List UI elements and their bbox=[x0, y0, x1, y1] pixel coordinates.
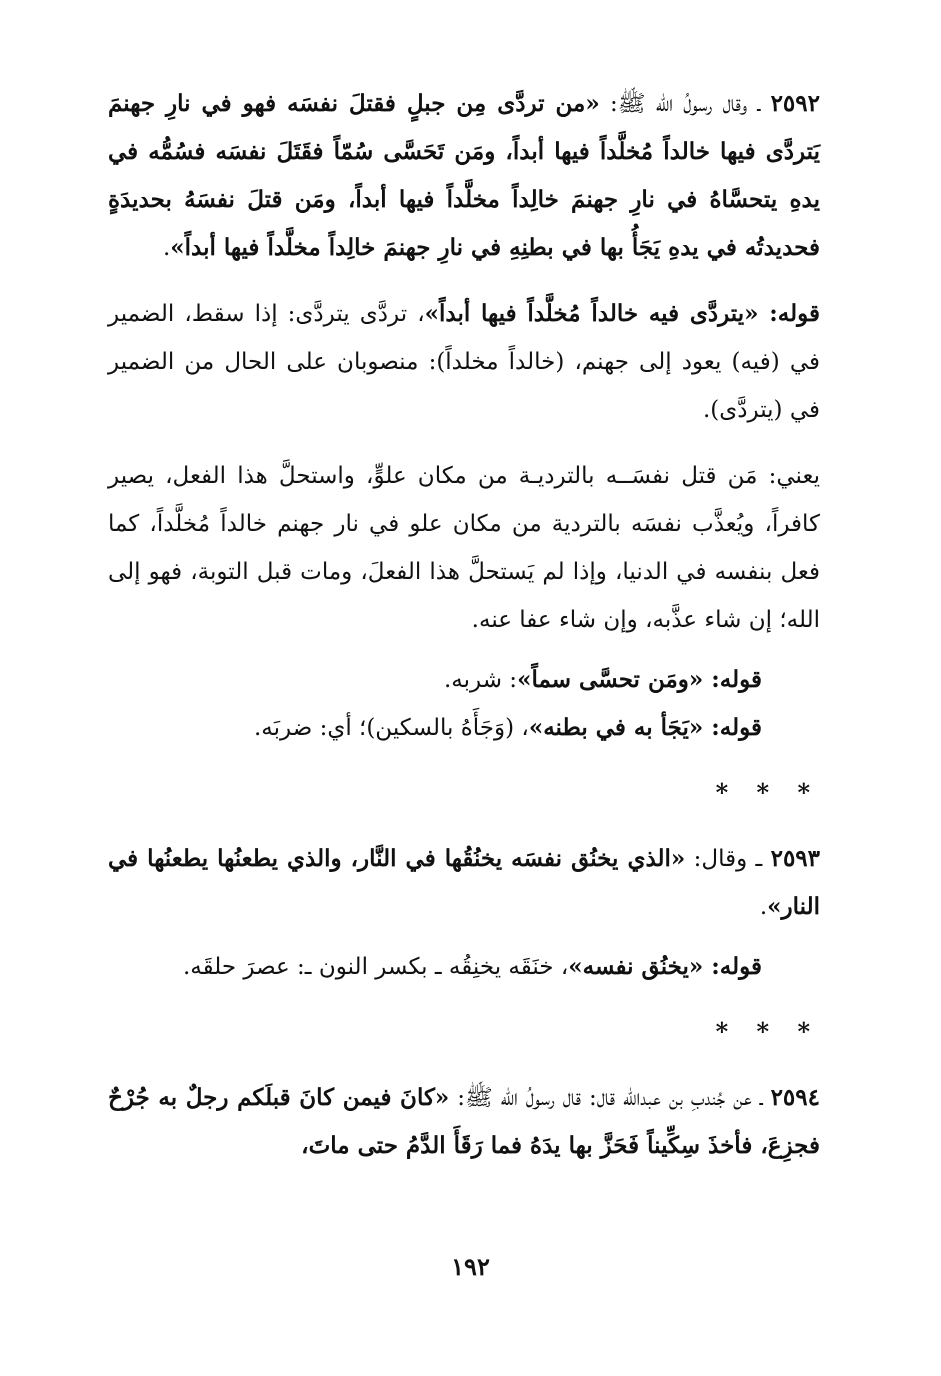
commentary-quote: «يتردَّى فيه خالداً مُخلَّداً فيها أبداً» bbox=[424, 300, 759, 327]
commentary-paragraph bbox=[108, 656, 820, 704]
commentary-label: قوله: bbox=[758, 300, 820, 327]
commentary-text: ، (وَجَأَهُ بالسكين)؛ أي: ضربَه. bbox=[254, 715, 529, 741]
commentary-text: ، خنَقَه يخنِقُه ـ بكسر النون ـ: عصرَ حلقَه. bbox=[182, 954, 569, 980]
hadith-number: ٢٥٩٢ bbox=[770, 90, 820, 117]
hadith-intro: ـ وقال: bbox=[685, 846, 771, 872]
section-separator: * * * bbox=[715, 1017, 820, 1046]
hadith-end: . bbox=[162, 235, 171, 261]
section-separator: * * * bbox=[715, 778, 820, 807]
hadith-text: «الذي يخنُق نفسَه يخنُقُها في النَّار، والذي يطعنُها يطعنُها في النار» bbox=[108, 845, 820, 920]
hadith-text: «كانَ فيمن كانَ قبلَكم رجلٌ به جُرْحٌ فجزِعَ، فأخذَ سِكِّيناً فَحَزَّ بها يدَهُ فما رَقَأَ الدَّمُ حتى ماتَ، bbox=[108, 1084, 820, 1159]
commentary-text: يعني: مَن قتل نفسَــه بالترديـة من مكان علوٍّ، واستحلَّ هذا الفعل، يصير كافراً، ويُعذَّب نفسَه بالتردية من مكان علو في نار جهنم خالداً مُخلَّداً، كما فعل بنفسه في الدنيا، وإذا لم يَستحلَّ هذا الفعلَ، ومات قبل التوبة، فهو إلى الله؛ إن شاء عذَّبه، وإن شاء عفا عنه. bbox=[108, 463, 820, 633]
page-body bbox=[108, 80, 820, 1170]
hadith-intro: ـ وقال رسولُ الله ﷺ: bbox=[599, 91, 771, 117]
commentary-label: قوله: bbox=[703, 714, 762, 741]
commentary-paragraph bbox=[108, 943, 820, 991]
hadith-2593 bbox=[108, 835, 820, 931]
hadith-number: ٢٥٩٤ bbox=[770, 1084, 820, 1111]
hadith-number: ٢٥٩٣ bbox=[770, 845, 821, 872]
hadith-end: . bbox=[759, 894, 768, 920]
commentary-paragraph bbox=[108, 704, 820, 752]
commentary-quote: «يخنُق نفسه» bbox=[568, 953, 704, 980]
commentary-quote: «ومَن تحسَّى سماً» bbox=[517, 666, 704, 693]
commentary-paragraph bbox=[108, 452, 820, 644]
hadith-2592 bbox=[108, 80, 820, 272]
commentary-text: : شربه. bbox=[443, 667, 518, 693]
commentary-label: قوله: bbox=[703, 666, 762, 693]
hadith-2594 bbox=[108, 1074, 820, 1170]
page-number: ١٩٢ bbox=[451, 1252, 490, 1281]
commentary-quote: «يَجَأ به في بطنه» bbox=[528, 714, 704, 741]
commentary-label: قوله: bbox=[703, 953, 762, 980]
commentary-paragraph bbox=[108, 290, 820, 434]
hadith-intro: ـ عن جُندبِ بن عبدالله قال: قال رسولُ الله ﷺ: bbox=[449, 1085, 771, 1111]
commentary-text: ، تردَّى يتردَّى: إذا سقط، الضمير في (فيه) يعود إلى جهنم، (خالداً مخلداً): منصوبان على الحال من الضمير في (يتردَّى). bbox=[108, 301, 820, 423]
hadith-text: «من تردَّى مِن جبلٍ فقتلَ نفسَه فهو في نارِ جهنمَ يَتردَّى فيها خالداً مُخلَّداً فيها أبداً، ومَن تَحَسَّى سُمّاً فقَتَلَ نفسَه فسُمُّه في يدهِ يتحسَّاهُ في نارِ جهنمَ خالِداً مخلَّداً فيها أبداً، ومَن قتلَ نفسَهُ بحديدَةٍ فحديدتُه في يدهِ يَجَأُ بها في بطنِهِ في نارِ جهنمَ خالِداً مخلَّداً فيها أبداً» bbox=[108, 90, 820, 261]
